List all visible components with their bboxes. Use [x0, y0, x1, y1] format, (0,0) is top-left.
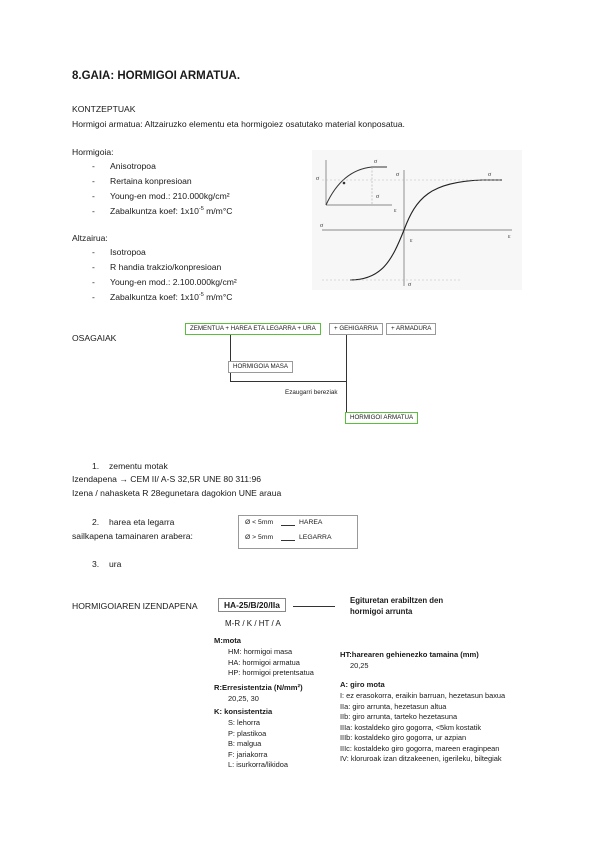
- label-epsilon-origin: ε: [410, 238, 413, 244]
- zabal-exponent: -5: [198, 292, 204, 299]
- note-line2: hormigoi arruntа: [350, 607, 413, 616]
- label-sigma-top: σ: [374, 159, 378, 165]
- label-sigma-left: σ: [316, 176, 320, 182]
- harea-row1-dash: [281, 525, 295, 526]
- list-item: IIa: giro arrunta, hezetasun altua: [340, 701, 447, 711]
- inset-point: [343, 182, 346, 185]
- connector-horizontal: [230, 381, 346, 382]
- list-item: [110, 204, 233, 219]
- list-item: IIIb: kostaldeko giro gogorra, ur azpian: [340, 733, 467, 742]
- hormigoia-list: [110, 159, 233, 219]
- graph-background: [312, 150, 522, 290]
- box-zementua-harea-ura: ZEMENTUA + HAREA ETA LEGARRA + URA: [185, 323, 321, 335]
- zementu-line2: Izena / nahasketa R 28egunetara dagokion UNE araua: [72, 488, 282, 498]
- erres-label: R:Erresistentzia (N/mm²): [214, 683, 303, 692]
- zabal-exponent: -5: [198, 206, 204, 213]
- zementu-line1: Izendapena → CEM II/ A-S 32,5R UNE 80 311:96: [72, 474, 262, 484]
- ht-label: HT:harearen gehienezko tamaina (mm): [340, 650, 479, 659]
- label-sigma-axis: σ: [320, 223, 324, 229]
- harea-sub: sailkapena tamainaren arabera:: [72, 531, 193, 541]
- item-number-1: 1.: [92, 461, 100, 471]
- section-heading-osagaiak: OSAGAIAK: [72, 333, 117, 343]
- item-number-2: 2.: [92, 517, 100, 527]
- giro-label: A: giro mota: [340, 680, 385, 689]
- connector-vertical-4: [346, 381, 347, 412]
- harea-row2-dash: [281, 540, 295, 541]
- harea-legarra-table: [238, 515, 358, 549]
- label-sigma-bottom: σ: [408, 282, 412, 288]
- ura-heading: ura: [109, 559, 122, 569]
- list-item: IIIa: kostaldeko giro gogorra, <5km kostatik: [340, 722, 482, 732]
- box-hormigoi-armatua: HORMIGOI ARMATUA: [345, 412, 418, 424]
- box-hormigoia-masa: HORMIGOIA MASA: [228, 361, 293, 373]
- label-sigma-inset: σ: [376, 194, 380, 200]
- list-item: IIIc: kostaldeko giro gogorra, mareen eraginpean: [340, 743, 500, 753]
- erres-value: 20,25, 30: [228, 694, 259, 703]
- list-item: - Young-en mod.: 210.000kg/cm²: [110, 189, 233, 204]
- connector-vertical-2: [230, 373, 231, 381]
- harea-heading: harea eta legarra: [109, 517, 175, 527]
- harea-row1-value: HAREA: [299, 519, 323, 526]
- box-armadura: + ARMADURA: [386, 323, 436, 335]
- label-epsilon-main: ε: [508, 234, 511, 240]
- list-item: - R handia trakzio/konpresioan: [110, 260, 237, 275]
- list-item: I: ez erasokorra, eraikin barruan, hezetasun baxua: [340, 691, 506, 700]
- list-item: HP: hormigoi pretentsatua: [228, 668, 314, 677]
- section-heading-kontzeptuak: KONTZEPTUAK: [72, 104, 136, 114]
- list-item: [110, 290, 237, 305]
- section-heading-izendapena: HORMIGOIAREN IZENDAPENA: [72, 601, 198, 611]
- hormigoia-label: Hormigoia:: [72, 147, 114, 157]
- zabal-text: Zabalkuntza koef: 1x10: [110, 206, 199, 216]
- zabal-text: Zabalkuntza koef: 1x10: [110, 292, 199, 302]
- kons-list: [228, 718, 288, 771]
- list-item: B: malgua: [228, 739, 262, 748]
- list-item: - Isotropoa: [110, 245, 237, 260]
- altzairua-label: Altzairua:: [72, 233, 108, 243]
- box-gehigarria: + GEHIGARRIA: [329, 323, 383, 335]
- mota-label: M:mota: [214, 636, 241, 645]
- note-line1: Egituretan erabiltzen den: [350, 596, 444, 605]
- list-item: HA: hormigoi armatua: [228, 657, 300, 667]
- list-item: F: jariakorra: [228, 749, 268, 759]
- code-connector: [293, 606, 335, 607]
- mota-list: [228, 647, 314, 679]
- list-item: S: lehorra: [228, 718, 261, 727]
- list-item: P: plastikoa: [228, 728, 267, 738]
- connector-vertical-3: [346, 335, 347, 381]
- harea-row1-symbol: Ø < 5mm: [245, 519, 274, 526]
- stress-strain-graph: [312, 150, 522, 290]
- list-item: - Rertaina konpresioan: [110, 174, 233, 189]
- list-item: IV: kloruroak izan ditzakeenen, igerileku, biltegiak: [340, 754, 502, 763]
- list-item: L: isurkorra/likidoa: [228, 760, 288, 769]
- label-sigma-right: σ: [488, 172, 492, 178]
- izendapena-code-box: HA-25/B/20/IIa: [218, 598, 286, 612]
- harea-row2-value: LEGARRA: [299, 534, 332, 541]
- ht-value: 20,25: [350, 661, 369, 670]
- label-sigma-main: σ: [396, 172, 400, 178]
- page-title: 8.GAIA: HORMIGOI ARMATUA.: [72, 70, 241, 82]
- definition-text: Hormigoi armatua: Altzairuzko elementu eta hormigoiez osatutako material konposatua.: [72, 119, 405, 129]
- giro-list: [340, 691, 505, 765]
- kons-label: K: konsistentzia: [214, 707, 273, 716]
- list-item: HM: hormigoi masa: [228, 647, 293, 656]
- zabal-unit: m/m°C: [203, 206, 233, 216]
- item-number-3: 3.: [92, 559, 100, 569]
- zementu-heading: zementu motak: [109, 461, 168, 471]
- label-epsilon-inset: ε: [394, 208, 397, 214]
- list-item: - Anisotropoa: [110, 159, 233, 174]
- harea-row2-symbol: Ø > 5mm: [245, 534, 274, 541]
- list-item: IIb: giro arrunta, tarteko hezetasuna: [340, 712, 458, 721]
- list-item: - Young-en mod.: 2.100.000kg/cm²: [110, 275, 237, 290]
- connector-vertical-1: [230, 335, 231, 361]
- ezaugarri-label: Ezaugarri bereziak: [285, 389, 338, 396]
- altzairua-list: [110, 245, 237, 305]
- formula: M-R / K / HT / A: [225, 619, 281, 628]
- zabal-unit: m/m°C: [203, 292, 233, 302]
